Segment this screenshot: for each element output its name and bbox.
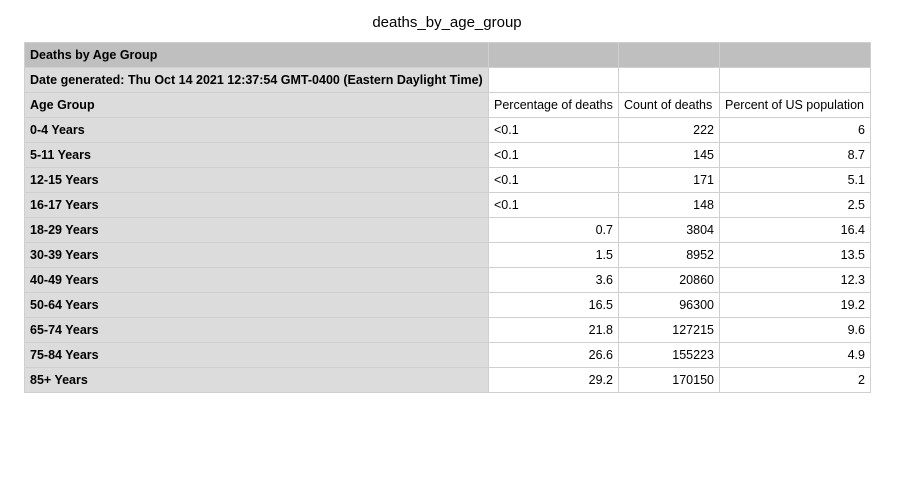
percent-of-us-population-cell[interactable]: 2 bbox=[720, 368, 871, 393]
table-row bbox=[25, 343, 871, 368]
data-table bbox=[24, 42, 871, 393]
percent-of-us-population-cell[interactable]: 8.7 bbox=[720, 143, 871, 168]
sheet-title: deaths_by_age_group bbox=[372, 14, 522, 31]
percentage-of-deaths-cell[interactable]: 29.2 bbox=[489, 368, 619, 393]
table-row bbox=[25, 368, 871, 393]
percent-of-us-population-cell[interactable]: 2.5 bbox=[720, 193, 871, 218]
age-group-cell[interactable]: 85+ Years bbox=[25, 368, 489, 393]
table-title-row bbox=[25, 43, 871, 68]
column-header-percentage-of-deaths[interactable]: Percentage of deaths bbox=[489, 93, 619, 118]
percentage-of-deaths-cell[interactable]: 3.6 bbox=[489, 268, 619, 293]
table-title-cell[interactable]: Deaths by Age Group bbox=[25, 43, 489, 68]
count-of-deaths-cell[interactable]: 222 bbox=[619, 118, 720, 143]
percent-of-us-population-cell[interactable]: 6 bbox=[720, 118, 871, 143]
age-group-cell[interactable]: 65-74 Years bbox=[25, 318, 489, 343]
percentage-of-deaths-cell[interactable]: <0.1 bbox=[489, 193, 619, 218]
percent-of-us-population-cell[interactable]: 13.5 bbox=[720, 243, 871, 268]
empty-header-cell[interactable] bbox=[489, 43, 619, 68]
percentage-of-deaths-cell[interactable]: <0.1 bbox=[489, 118, 619, 143]
column-header-percent-of-us-population[interactable]: Percent of US population bbox=[720, 93, 871, 118]
column-header-row bbox=[25, 93, 871, 118]
empty-cell[interactable] bbox=[619, 68, 720, 93]
age-group-cell[interactable]: 16-17 Years bbox=[25, 193, 489, 218]
percent-of-us-population-cell[interactable]: 12.3 bbox=[720, 268, 871, 293]
date-generated-cell[interactable]: Date generated: Thu Oct 14 2021 12:37:54 GMT-0400 (Eastern Daylight Time) bbox=[25, 68, 489, 93]
percentage-of-deaths-cell[interactable]: 1.5 bbox=[489, 243, 619, 268]
percentage-of-deaths-cell[interactable]: 26.6 bbox=[489, 343, 619, 368]
percentage-of-deaths-cell[interactable]: <0.1 bbox=[489, 143, 619, 168]
table-row bbox=[25, 168, 871, 193]
count-of-deaths-cell[interactable]: 3804 bbox=[619, 218, 720, 243]
percent-of-us-population-cell[interactable]: 9.6 bbox=[720, 318, 871, 343]
date-generated-row bbox=[25, 68, 871, 93]
count-of-deaths-cell[interactable]: 155223 bbox=[619, 343, 720, 368]
empty-cell[interactable] bbox=[489, 68, 619, 93]
empty-header-cell[interactable] bbox=[720, 43, 871, 68]
percent-of-us-population-cell[interactable]: 5.1 bbox=[720, 168, 871, 193]
count-of-deaths-cell[interactable]: 8952 bbox=[619, 243, 720, 268]
percentage-of-deaths-cell[interactable]: 16.5 bbox=[489, 293, 619, 318]
age-group-cell[interactable]: 50-64 Years bbox=[25, 293, 489, 318]
percent-of-us-population-cell[interactable]: 16.4 bbox=[720, 218, 871, 243]
column-header-count-of-deaths[interactable]: Count of deaths bbox=[619, 93, 720, 118]
percent-of-us-population-cell[interactable]: 4.9 bbox=[720, 343, 871, 368]
count-of-deaths-cell[interactable]: 20860 bbox=[619, 268, 720, 293]
age-group-cell[interactable]: 30-39 Years bbox=[25, 243, 489, 268]
count-of-deaths-cell[interactable]: 148 bbox=[619, 193, 720, 218]
count-of-deaths-cell[interactable]: 145 bbox=[619, 143, 720, 168]
percentage-of-deaths-cell[interactable]: <0.1 bbox=[489, 168, 619, 193]
age-group-cell[interactable]: 0-4 Years bbox=[25, 118, 489, 143]
percent-of-us-population-cell[interactable]: 19.2 bbox=[720, 293, 871, 318]
age-group-cell[interactable]: 12-15 Years bbox=[25, 168, 489, 193]
table-row bbox=[25, 143, 871, 168]
count-of-deaths-cell[interactable]: 96300 bbox=[619, 293, 720, 318]
table-row bbox=[25, 293, 871, 318]
count-of-deaths-cell[interactable]: 170150 bbox=[619, 368, 720, 393]
column-header-age-group[interactable]: Age Group bbox=[25, 93, 489, 118]
age-group-cell[interactable]: 75-84 Years bbox=[25, 343, 489, 368]
age-group-cell[interactable]: 40-49 Years bbox=[25, 268, 489, 293]
empty-cell[interactable] bbox=[720, 68, 871, 93]
age-group-cell[interactable]: 18-29 Years bbox=[25, 218, 489, 243]
count-of-deaths-cell[interactable]: 127215 bbox=[619, 318, 720, 343]
table-row bbox=[25, 193, 871, 218]
age-group-cell[interactable]: 5-11 Years bbox=[25, 143, 489, 168]
table-row bbox=[25, 118, 871, 143]
count-of-deaths-cell[interactable]: 171 bbox=[619, 168, 720, 193]
empty-header-cell[interactable] bbox=[619, 43, 720, 68]
table-row bbox=[25, 243, 871, 268]
table-row bbox=[25, 268, 871, 293]
table-row bbox=[25, 218, 871, 243]
table-row bbox=[25, 318, 871, 343]
percentage-of-deaths-cell[interactable]: 21.8 bbox=[489, 318, 619, 343]
percentage-of-deaths-cell[interactable]: 0.7 bbox=[489, 218, 619, 243]
